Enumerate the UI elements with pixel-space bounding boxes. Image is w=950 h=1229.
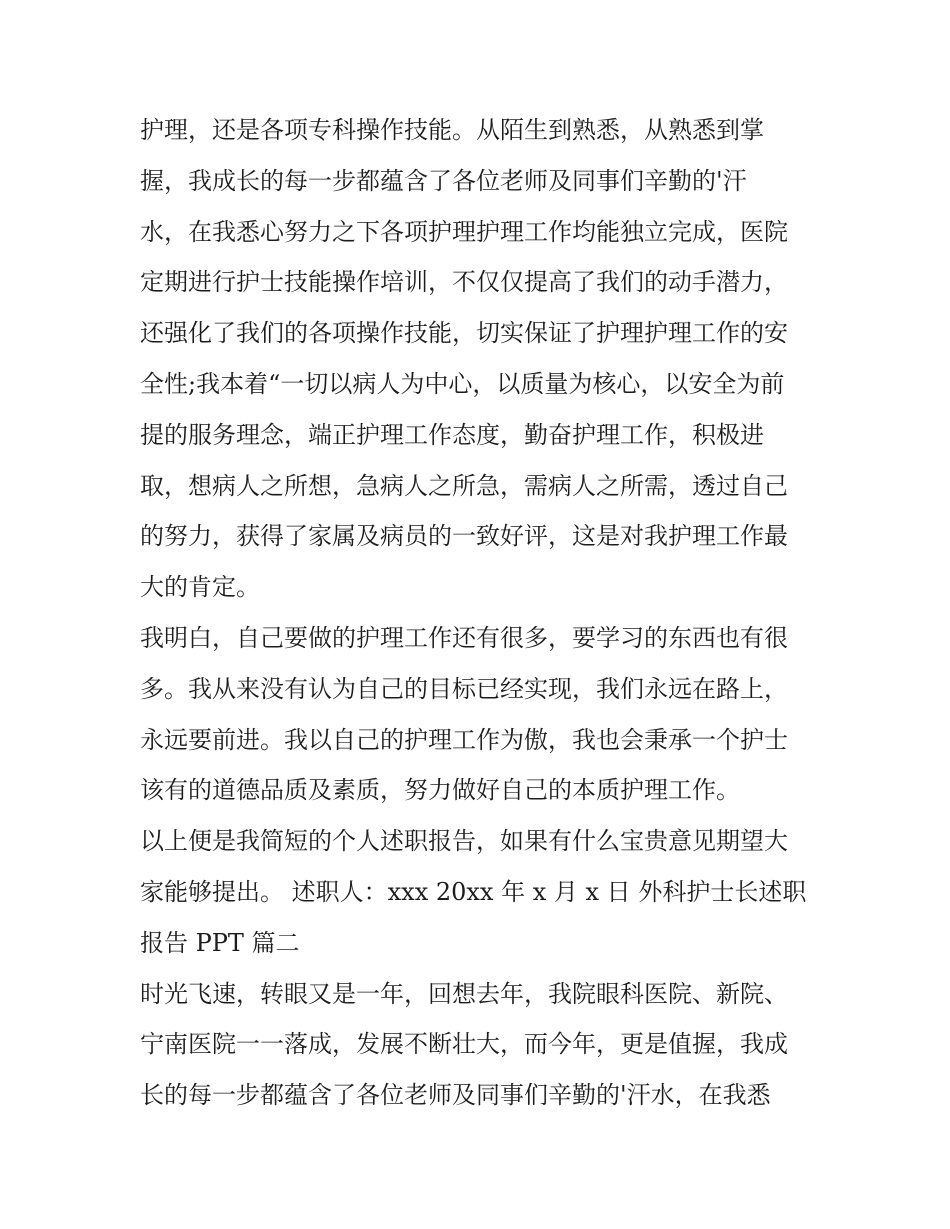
text-line: 护理，还是各项专科操作技能。从陌生到熟悉，从熟悉到掌 xyxy=(140,116,764,144)
text-line: 取，想病人之所想，急病人之所急，需病人之所需，透过自己 xyxy=(140,471,788,500)
text-line: 时光飞速，转眼又是一年，回想去年，我院眼科医院、新院、 xyxy=(140,979,788,1008)
text-line: 提的服务理念，端正护理工作态度，勤奋护理工作，积极进 xyxy=(140,420,764,449)
document-body-text xyxy=(140,105,830,1121)
text-line: 还强化了我们的各项操作技能，切实保证了护理护理工作的安 xyxy=(140,319,788,348)
text-line: 握，我成长的每一步都蕴含了各位老师及同事们辛勤的'汗 xyxy=(140,166,747,195)
text-line: 该有的道德品质及素质，努力做好自己的本质护理工作。 xyxy=(140,776,740,805)
text-line: 水，在我悉心努力之下各项护理护理工作均能独立完成，医院 xyxy=(140,217,788,246)
text-line: 的努力，获得了家属及病员的一致好评，这是对我护理工作最 xyxy=(140,522,788,551)
section-heading-line: 报告 PPT 篇二 xyxy=(140,928,300,957)
text-line: 全性;我本着“一切以病人为中心，以质量为核心，以安全为前 xyxy=(140,369,785,398)
text-line: 长的每一步都蕴含了各位老师及同事们辛勤的'汗水，在我悉 xyxy=(140,1081,771,1110)
text-line: 多。我从来没有认为自己的目标已经实现，我们永远在路上， xyxy=(140,674,788,703)
text-line: 大的肯定。 xyxy=(140,573,260,602)
text-line: 家能够提出。 述职人：xxx 20xx 年 x 月 x 日 外科护士长述职 xyxy=(140,877,807,906)
text-line: 我明白，自己要做的护理工作还有很多，要学习的东西也有很 xyxy=(140,623,788,652)
text-line: 宁南医院一一落成，发展不断壮大，而今年，更是值握，我成 xyxy=(140,1030,788,1059)
text-line: 定期进行护士技能操作培训，不仅仅提高了我们的动手潜力， xyxy=(140,268,788,297)
text-line: 永远要前进。我以自己的护理工作为傲，我也会秉承一个护士 xyxy=(140,725,788,754)
text-line: 以上便是我简短的个人述职报告，如果有什么宝贵意见期望大 xyxy=(140,827,788,856)
